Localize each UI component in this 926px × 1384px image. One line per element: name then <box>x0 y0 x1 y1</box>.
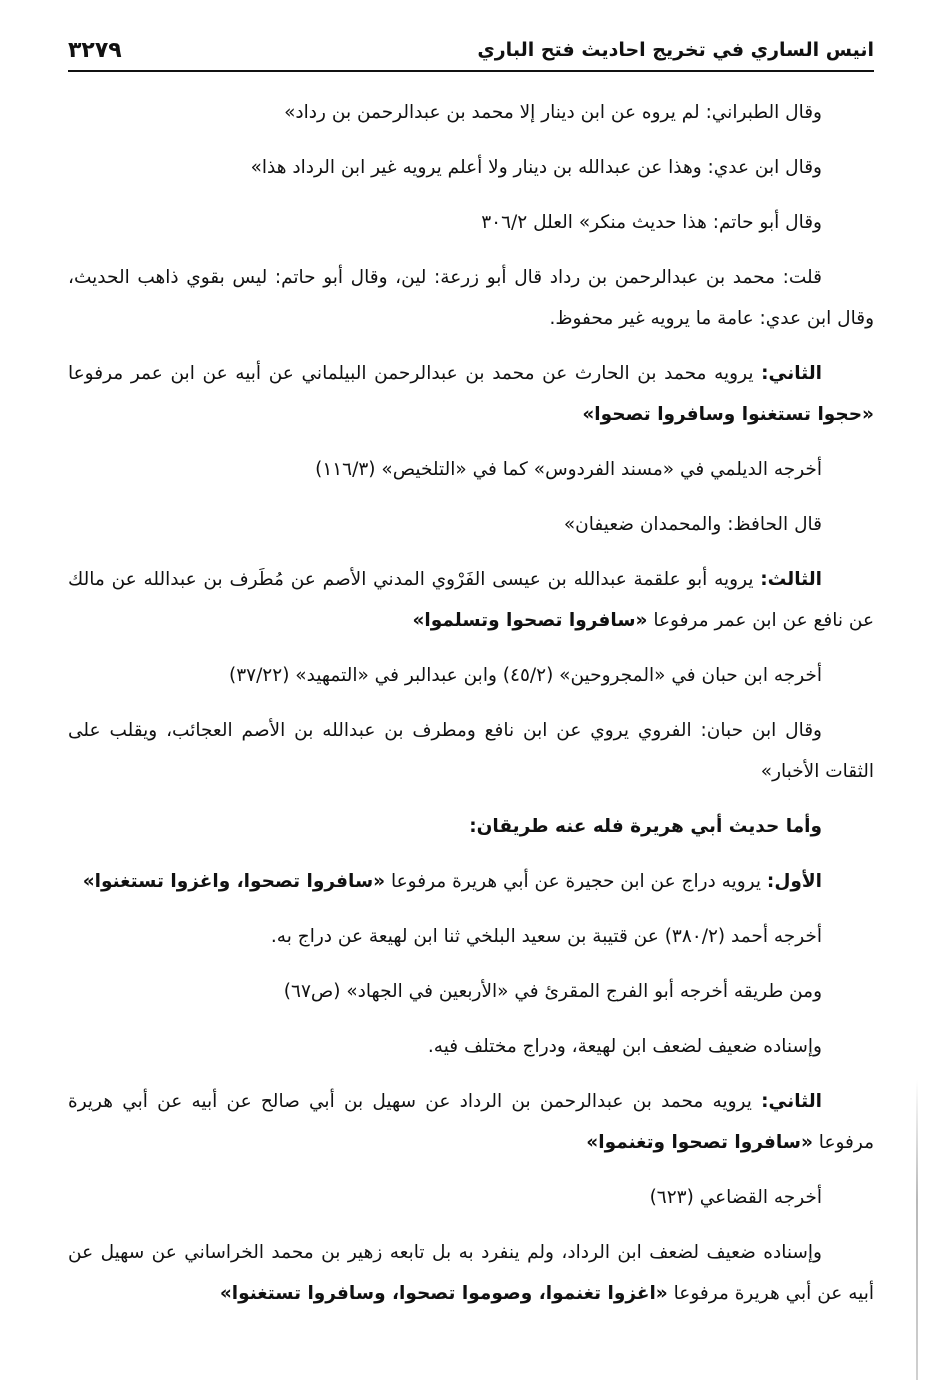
paragraph-text: وإسناده ضعيف لضعف ابن الرداد، ولم ينفرد به بل تابعه زهير بن محمد الخراساني عن سهيل عن أبيه عن أبي هريرة مرفوعا <box>68 1242 874 1304</box>
paragraph <box>68 202 874 243</box>
paragraph <box>68 257 874 339</box>
paragraph-text: أخرجه أحمد (٣٨٠/٢) عن قتيبة بن سعيد البلخي ثنا ابن لهيعة عن دراج به. <box>270 926 822 947</box>
paragraph-text: قال الحافظ: والمحمدان ضعيفان» <box>563 514 822 535</box>
paragraph-third-route <box>68 559 874 641</box>
paragraph-second-route <box>68 1081 874 1163</box>
paragraph-text: أخرجه الديلمي في «مسند الفردوس» كما في «التلخيص» (١١٦/٣) <box>315 459 822 480</box>
hadith-quote: «سافروا تصحوا وتسلموا» <box>412 610 648 631</box>
paragraph <box>68 971 874 1012</box>
paragraph-lead: الثاني: <box>761 1091 822 1112</box>
hadith-quote: «حجوا تستغنوا وسافروا تصحوا» <box>582 404 874 425</box>
paragraph-lead: الثالث: <box>760 569 822 590</box>
main-text <box>68 92 874 1328</box>
paragraph-text: يرويه أبو علقمة عبدالله بن عيسى الفَرْوي المدني الأصم عن مُطَرف بن عبدالله عن مالك عن نافع عن ابن عمر مرفوعا <box>68 569 874 631</box>
paragraph-second-route <box>68 353 874 435</box>
paragraph-lead: الثاني: <box>761 363 822 384</box>
hadith-quote: «سافروا تصحوا وتغنموا» <box>586 1132 813 1153</box>
paragraph <box>68 504 874 545</box>
scan-edge-shadow <box>916 1080 918 1380</box>
paragraph <box>68 147 874 188</box>
section-heading: وأما حديث أبي هريرة فله عنه طريقان: <box>469 816 822 837</box>
paragraph <box>68 916 874 957</box>
running-header <box>68 30 874 72</box>
paragraph <box>68 1232 874 1314</box>
page-number: ٣٢٧٩ <box>68 37 122 63</box>
paragraph-text: يرويه محمد بن الحارث عن محمد بن عبدالرحمن البيلماني عن أبيه عن ابن عمر مرفوعا <box>68 363 762 384</box>
paragraph <box>68 1177 874 1218</box>
paragraph <box>68 92 874 133</box>
paragraph-text: وقال ابن حبان: الفروي يروي عن ابن نافع ومطرف بن عبدالله بن الأصم العجائب، ويقلب على الثقات الأخبار» <box>68 720 874 782</box>
paragraph-first-route <box>68 861 874 902</box>
paragraph-text: وقال أبو حاتم: هذا حديث منكر» العلل ٣٠٦/٢ <box>481 212 822 233</box>
paragraph-text: يرويه دراج عن ابن حجيرة عن أبي هريرة مرفوعا <box>385 871 767 892</box>
paragraph-text: وإسناده ضعيف لضعف ابن لهيعة، ودراج مختلف فيه. <box>427 1036 822 1057</box>
paragraph-text: وقال الطبراني: لم يروه عن ابن دينار إلا محمد بن عبدالرحمن بن رداد» <box>284 102 822 123</box>
paragraph-text: يرويه محمد بن عبدالرحمن بن الرداد عن سهيل بن أبي صالح عن أبيه عن أبي هريرة مرفوعا <box>68 1091 874 1153</box>
paragraph <box>68 449 874 490</box>
paragraph-lead: الأول: <box>766 871 822 892</box>
paragraph-text: أخرجه ابن حبان في «المجروحين» (٤٥/٢) وابن عبدالبر في «التمهيد» (٣٧/٢٢) <box>228 665 822 686</box>
hadith-quote: «اغزوا تغنموا، وصوموا تصحوا، وسافروا تستغنوا» <box>219 1283 668 1304</box>
paragraph <box>68 1026 874 1067</box>
paragraph-text: وقال ابن عدي: وهذا عن عبدالله بن دينار ولا أعلم يرويه غير ابن الرداد هذا» <box>250 157 822 178</box>
paragraph-text: قلت: محمد بن عبدالرحمن بن رداد قال أبو زرعة: لين، وقال أبو حاتم: ليس بقوي ذاهب الحديث، وقال ابن عدي: عامة ما يرويه غير محفوظ. <box>68 267 874 329</box>
running-title: انيس الساري في تخريج احاديث فتح الباري <box>477 39 874 61</box>
paragraph <box>68 710 874 792</box>
paragraph <box>68 655 874 696</box>
paragraph-text: أخرجه القضاعي (٦٢٣) <box>649 1187 822 1208</box>
hadith-quote: «سافروا تصحوا، واغزوا تستغنوا» <box>82 871 386 892</box>
paragraph-text: ومن طريقه أخرجه أبو الفرج المقرئ في «الأربعين في الجهاد» (ص٦٧) <box>283 981 822 1002</box>
